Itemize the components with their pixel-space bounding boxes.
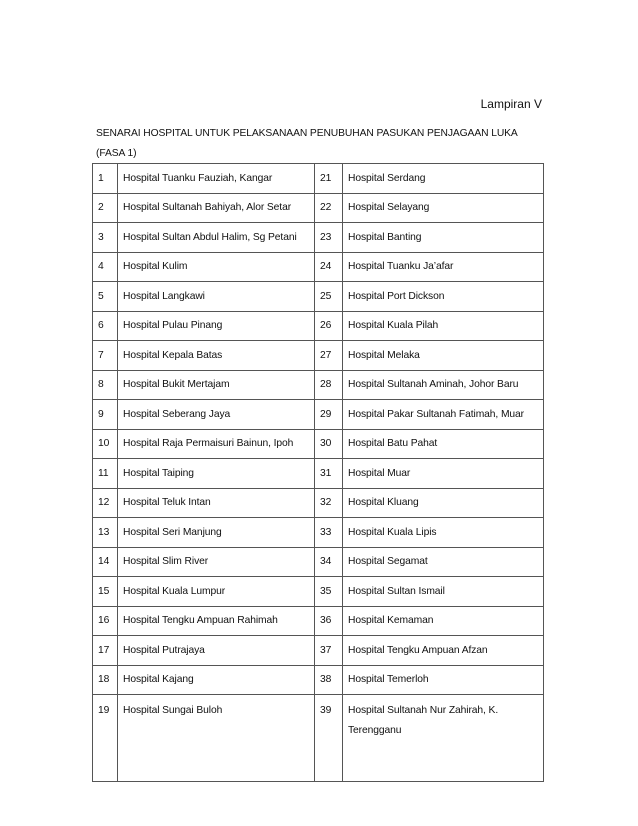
row-number-left: 7 bbox=[93, 341, 118, 371]
hospital-name-right: Hospital Pakar Sultanah Fatimah, Muar bbox=[343, 400, 544, 430]
hospital-name-left: Hospital Sungai Buloh bbox=[118, 695, 315, 782]
title-line-phase: (FASA 1) bbox=[96, 148, 137, 159]
hospital-table bbox=[92, 163, 544, 782]
hospital-name-right: Hospital Tuanku Ja’afar bbox=[343, 252, 544, 282]
hospital-name-left: Hospital Langkawi bbox=[118, 282, 315, 312]
hospital-name-right: Hospital Kuala Pilah bbox=[343, 311, 544, 341]
row-number-right: 33 bbox=[315, 518, 343, 548]
row-number-right: 30 bbox=[315, 429, 343, 459]
table-row bbox=[93, 311, 544, 341]
hospital-name-right: Hospital Kemaman bbox=[343, 606, 544, 636]
hospital-name-right: Hospital Sultanah Aminah, Johor Baru bbox=[343, 370, 544, 400]
row-number-right: 24 bbox=[315, 252, 343, 282]
row-number-right: 37 bbox=[315, 636, 343, 666]
hospital-name-left: Hospital Pulau Pinang bbox=[118, 311, 315, 341]
hospital-name-left: Hospital Kulim bbox=[118, 252, 315, 282]
row-number-right: 39 bbox=[315, 695, 343, 782]
row-number-left: 17 bbox=[93, 636, 118, 666]
row-number-left: 15 bbox=[93, 577, 118, 607]
row-number-left: 2 bbox=[93, 193, 118, 223]
table-row bbox=[93, 695, 544, 782]
hospital-name-left: Hospital Seberang Jaya bbox=[118, 400, 315, 430]
hospital-name-left: Hospital Taiping bbox=[118, 459, 315, 489]
hospital-name-left: Hospital Tuanku Fauziah, Kangar bbox=[118, 164, 315, 194]
table-row bbox=[93, 547, 544, 577]
hospital-name-right: Hospital Port Dickson bbox=[343, 282, 544, 312]
hospital-name-left: Hospital Kuala Lumpur bbox=[118, 577, 315, 607]
title-line-main: SENARAI HOSPITAL UNTUK PELAKSANAAN PENUBUHAN PASUKAN PENJAGAAN LUKA bbox=[96, 128, 518, 139]
table-row bbox=[93, 341, 544, 371]
hospital-name-left: Hospital Raja Permaisuri Bainun, Ipoh bbox=[118, 429, 315, 459]
table-row bbox=[93, 282, 544, 312]
hospital-name-left: Hospital Seri Manjung bbox=[118, 518, 315, 548]
row-number-left: 1 bbox=[93, 164, 118, 194]
hospital-name-right: Hospital Sultan Ismail bbox=[343, 577, 544, 607]
document-title bbox=[96, 124, 556, 164]
hospital-name-left: Hospital Kepala Batas bbox=[118, 341, 315, 371]
hospital-name-right: Hospital Segamat bbox=[343, 547, 544, 577]
row-number-right: 27 bbox=[315, 341, 343, 371]
row-number-left: 6 bbox=[93, 311, 118, 341]
table-row bbox=[93, 518, 544, 548]
row-number-right: 32 bbox=[315, 488, 343, 518]
row-number-left: 10 bbox=[93, 429, 118, 459]
row-number-right: 34 bbox=[315, 547, 343, 577]
row-number-right: 29 bbox=[315, 400, 343, 430]
row-number-left: 4 bbox=[93, 252, 118, 282]
row-number-left: 9 bbox=[93, 400, 118, 430]
hospital-name-left: Hospital Slim River bbox=[118, 547, 315, 577]
table-row bbox=[93, 429, 544, 459]
hospital-name-left: Hospital Tengku Ampuan Rahimah bbox=[118, 606, 315, 636]
table-row bbox=[93, 459, 544, 489]
hospital-name-right: Hospital Muar bbox=[343, 459, 544, 489]
hospital-name-right: Hospital Batu Pahat bbox=[343, 429, 544, 459]
table-row bbox=[93, 400, 544, 430]
row-number-right: 31 bbox=[315, 459, 343, 489]
hospital-name-right: Hospital Tengku Ampuan Afzan bbox=[343, 636, 544, 666]
row-number-left: 3 bbox=[93, 223, 118, 253]
hospital-name-right: Hospital Serdang bbox=[343, 164, 544, 194]
table-row bbox=[93, 193, 544, 223]
row-number-right: 22 bbox=[315, 193, 343, 223]
hospital-name-left: Hospital Sultanah Bahiyah, Alor Setar bbox=[118, 193, 315, 223]
row-number-left: 16 bbox=[93, 606, 118, 636]
row-number-left: 13 bbox=[93, 518, 118, 548]
hospital-name-right: Hospital Kluang bbox=[343, 488, 544, 518]
table-row bbox=[93, 577, 544, 607]
hospital-name-left: Hospital Sultan Abdul Halim, Sg Petani bbox=[118, 223, 315, 253]
table-row bbox=[93, 164, 544, 194]
hospital-name-left: Hospital Kajang bbox=[118, 665, 315, 695]
annex-label: Lampiran V bbox=[480, 97, 542, 111]
hospital-name-right: Hospital Melaka bbox=[343, 341, 544, 371]
hospital-name-left: Hospital Bukit Mertajam bbox=[118, 370, 315, 400]
row-number-left: 18 bbox=[93, 665, 118, 695]
table-row bbox=[93, 252, 544, 282]
hospital-name-right: Hospital Kuala Lipis bbox=[343, 518, 544, 548]
hospital-name-right: Hospital Temerloh bbox=[343, 665, 544, 695]
row-number-left: 12 bbox=[93, 488, 118, 518]
table-row bbox=[93, 636, 544, 666]
hospital-name-left: Hospital Teluk Intan bbox=[118, 488, 315, 518]
hospital-name-right: Hospital Selayang bbox=[343, 193, 544, 223]
table-row bbox=[93, 370, 544, 400]
table-row bbox=[93, 223, 544, 253]
row-number-right: 26 bbox=[315, 311, 343, 341]
row-number-right: 23 bbox=[315, 223, 343, 253]
hospital-name-right: Hospital Sultanah Nur Zahirah, K. Terengganu bbox=[343, 695, 544, 782]
row-number-right: 21 bbox=[315, 164, 343, 194]
row-number-left: 11 bbox=[93, 459, 118, 489]
hospital-name-right: Hospital Banting bbox=[343, 223, 544, 253]
row-number-right: 35 bbox=[315, 577, 343, 607]
row-number-right: 38 bbox=[315, 665, 343, 695]
row-number-left: 5 bbox=[93, 282, 118, 312]
row-number-right: 28 bbox=[315, 370, 343, 400]
row-number-left: 8 bbox=[93, 370, 118, 400]
row-number-left: 14 bbox=[93, 547, 118, 577]
table-row bbox=[93, 488, 544, 518]
table-row bbox=[93, 606, 544, 636]
row-number-right: 36 bbox=[315, 606, 343, 636]
row-number-right: 25 bbox=[315, 282, 343, 312]
hospital-name-left: Hospital Putrajaya bbox=[118, 636, 315, 666]
table-row bbox=[93, 665, 544, 695]
row-number-left: 19 bbox=[93, 695, 118, 782]
